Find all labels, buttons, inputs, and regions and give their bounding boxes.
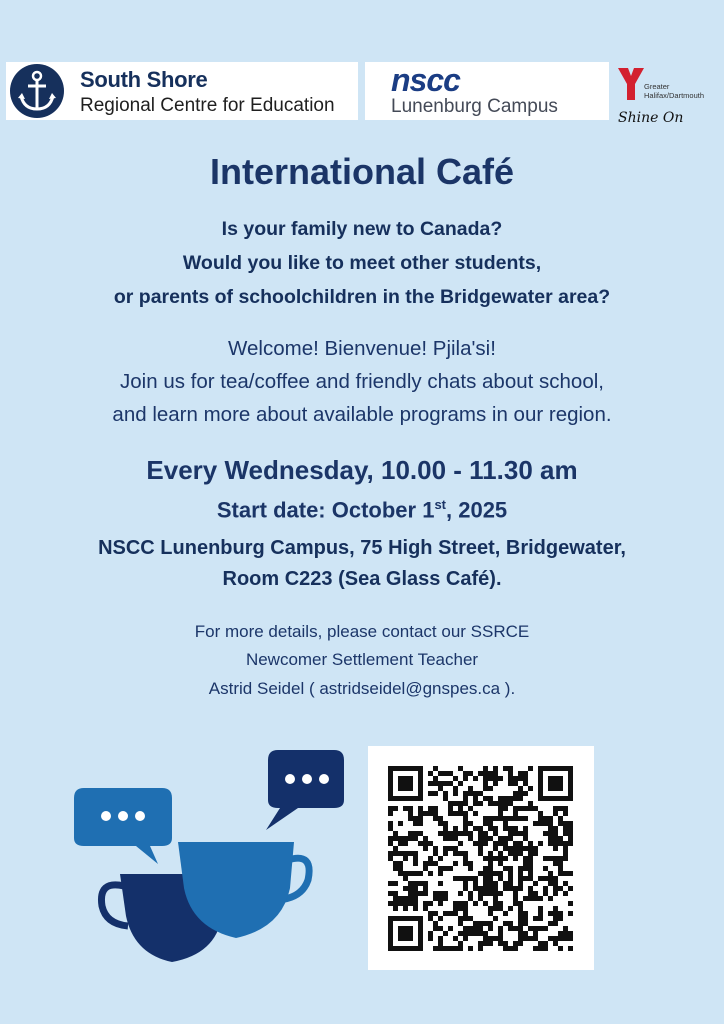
question-line: Is your family new to Canada? <box>221 218 503 240</box>
welcome-line: Welcome! Bienvenue! Pjila'si! <box>228 337 496 360</box>
start-date: Start date: October 1st, 2025 <box>216 497 508 523</box>
speech-bubble-right-icon <box>266 750 344 830</box>
location-line: NSCC Lunenburg Campus, 75 High Street, Bridgewater, <box>98 537 626 559</box>
ssrce-subtitle: Regional Centre for Education <box>80 95 335 116</box>
welcome-line: and learn more about available programs in our region. <box>112 403 612 426</box>
contact-line: Newcomer Settlement Teacher <box>245 650 479 669</box>
ssrce-name: South Shore <box>80 67 208 92</box>
question-line: Would you like to meet other students, <box>182 252 542 274</box>
schedule-time: Every Wednesday, 10.00 - 11.30 am <box>146 455 578 485</box>
ymca-logo <box>614 64 720 130</box>
qr-code[interactable] <box>368 746 594 970</box>
question-line: or parents of schoolchildren in the Bridgewater area? <box>113 286 611 308</box>
anchor-icon <box>10 64 64 118</box>
ymca-text: Greater Halifax/Dartmouth <box>644 82 705 100</box>
ssrce-logo <box>6 62 358 120</box>
location-line: Room C223 (Sea Glass Café). <box>222 568 502 590</box>
nscc-campus: Lunenburg Campus <box>391 96 558 117</box>
nscc-brand: nscc <box>391 62 460 98</box>
welcome-line: Join us for tea/coffee and friendly chats about school, <box>120 370 604 393</box>
coffee-cups-illustration <box>68 748 348 973</box>
ymca-tagline: Shine On <box>618 110 684 126</box>
contact-line: For more details, please contact our SSRCE <box>194 622 530 641</box>
nscc-logo <box>365 62 609 120</box>
page-title: International Café <box>209 151 515 192</box>
ymca-y-icon <box>616 66 646 102</box>
speech-bubble-left-icon <box>74 788 172 864</box>
qr-code-icon <box>378 756 584 960</box>
contact-email-line: Astrid Seidel ( astridseidel@gnspes.ca ). <box>208 679 516 698</box>
